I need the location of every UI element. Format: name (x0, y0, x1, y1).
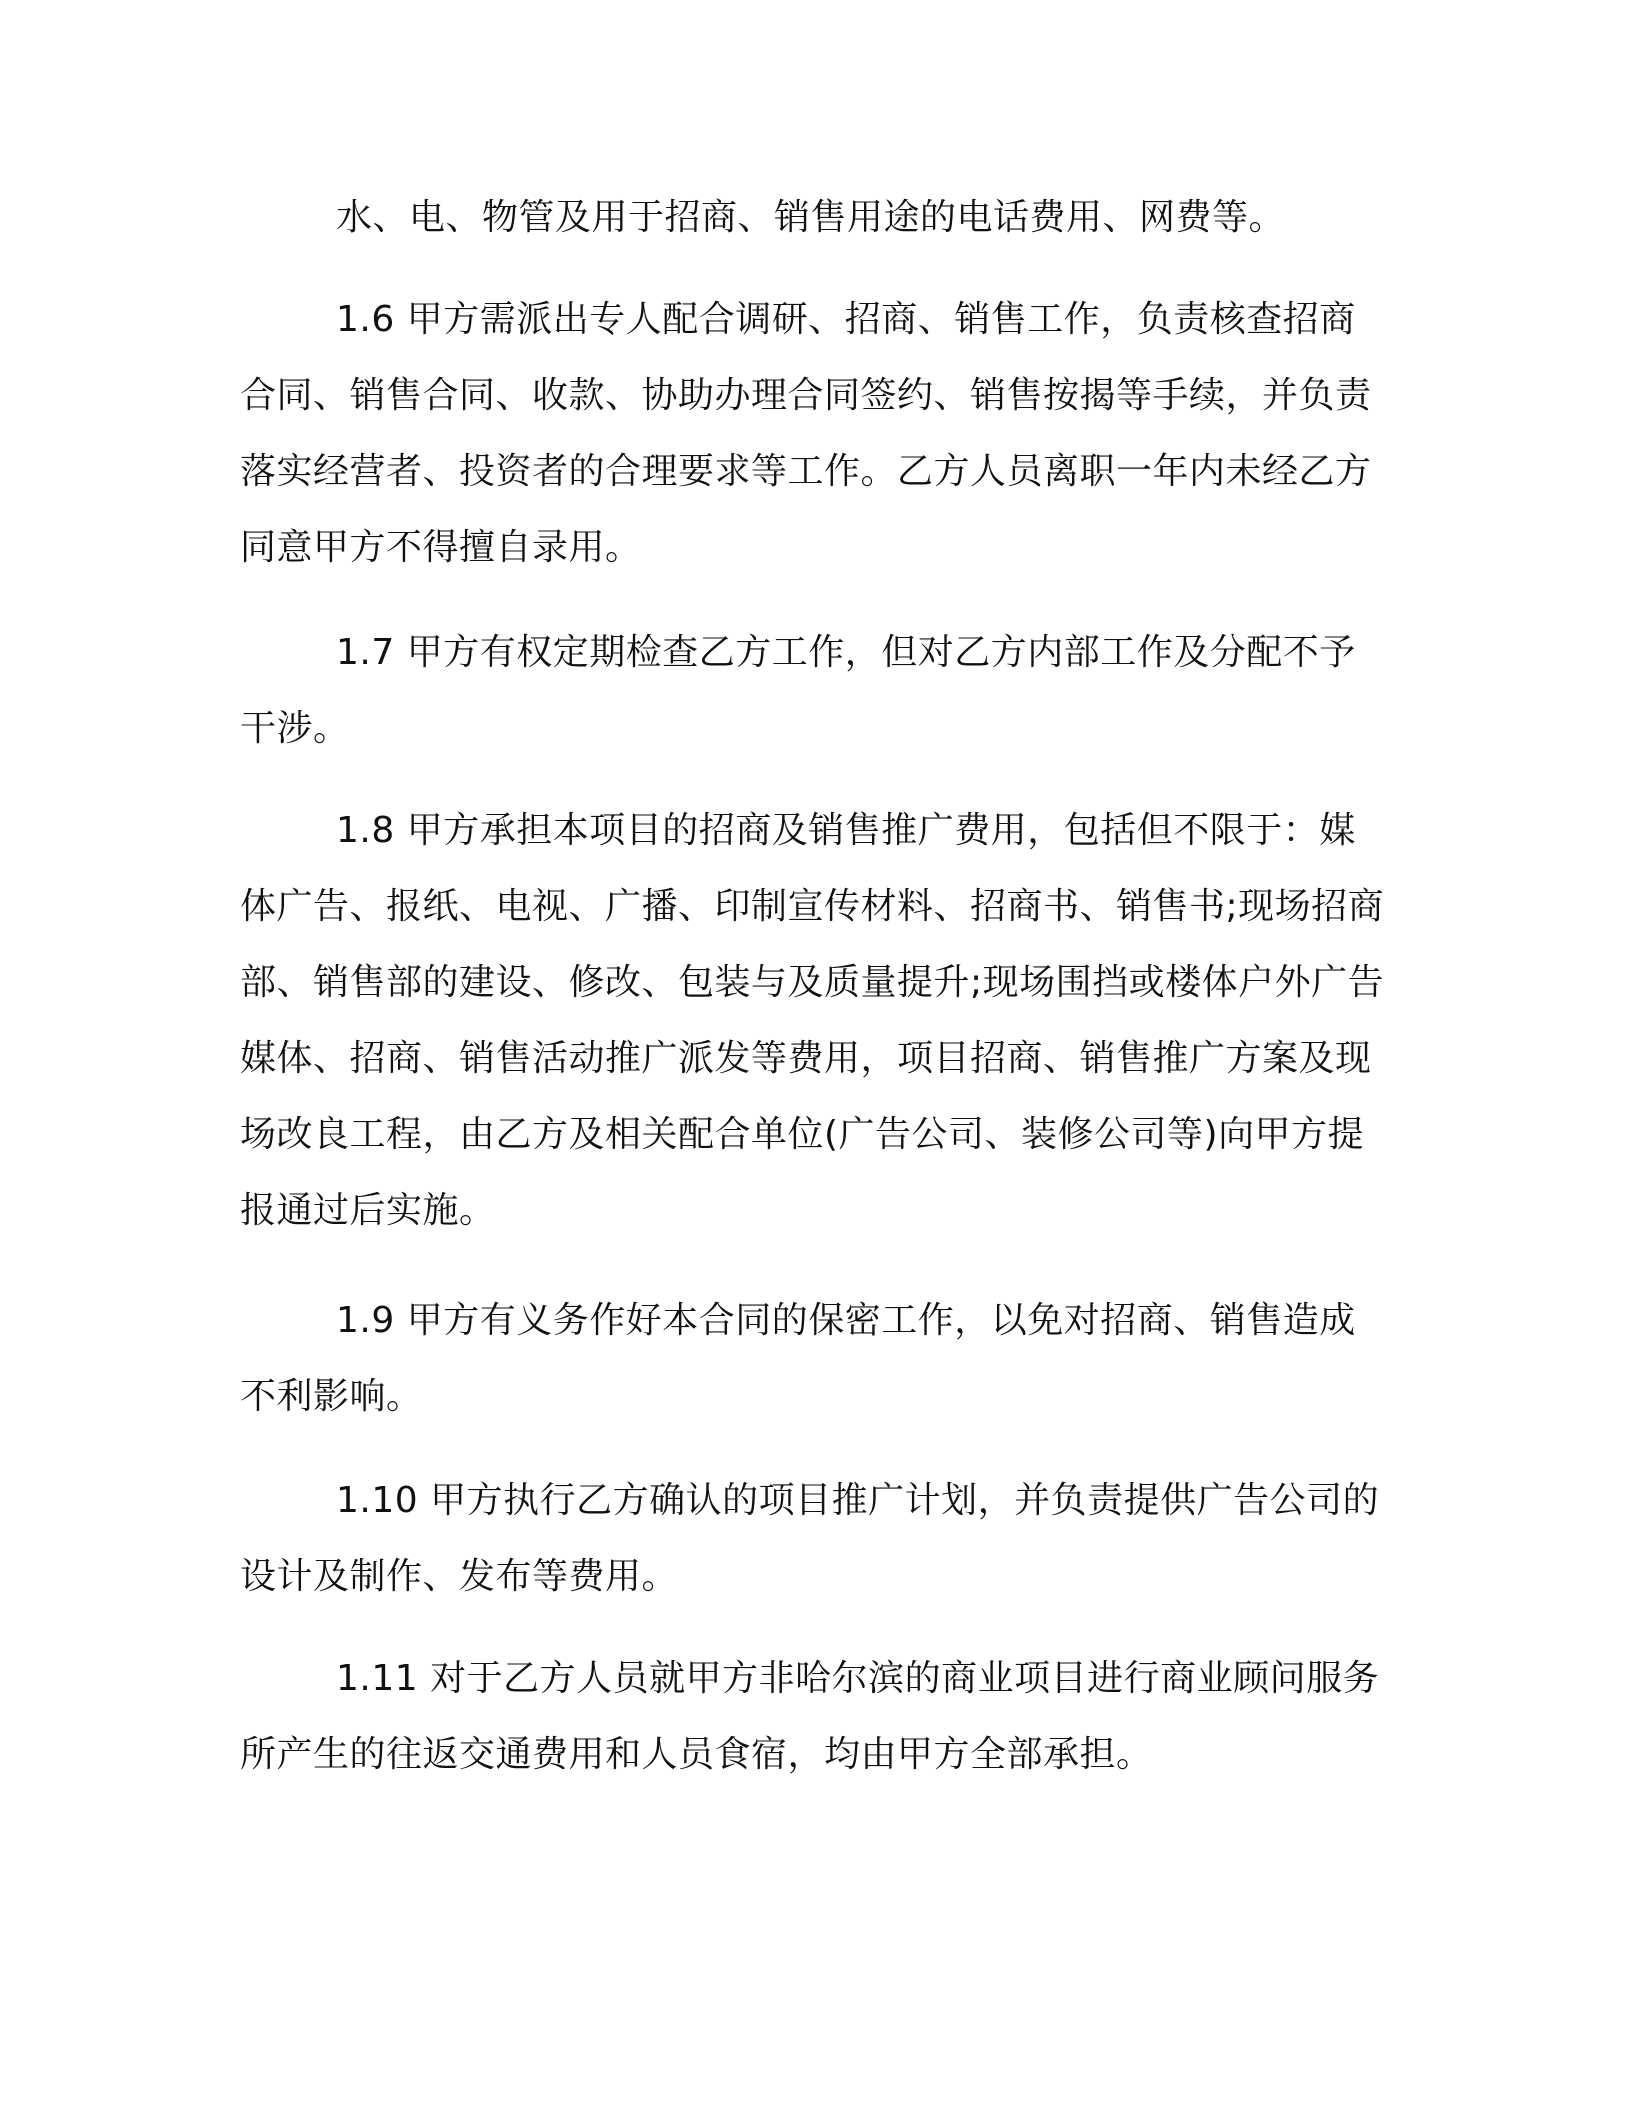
paragraph-clause-1-11: 1.11 对于乙方人员就甲方非哈尔滨的商业项目进行商业顾问服务所产生的往返交通费用和人员食宿，均由甲方全部承担。 (240, 1658, 1380, 1775)
paragraph-continuation: 水、电、物管及用于招商、销售用途的电话费用、网费等。 (336, 197, 1286, 238)
paragraph-clause-1-6: 1.6 甲方需派出专人配合调研、招商、销售工作，负责核查招商合同、销售合同、收款、协助办理合同签约、销售按揭等手续，并负责落实经营者、投资者的合理要求等工作。乙方人员离职一年内未经乙方同意甲方不得擅自录用。 (240, 299, 1372, 568)
paragraph-clause-1-9: 1.9 甲方有义务作好本合同的保密工作，以免对招商、销售造成不利影响。 (240, 1300, 1356, 1417)
paragraph-clause-1-10: 1.10 甲方执行乙方确认的项目推广计划，并负责提供广告公司的设计及制作、发布等费用。 (240, 1480, 1380, 1597)
paragraph-clause-1-8: 1.8 甲方承担本项目的招商及销售推广费用，包括但不限于：媒体广告、报纸、电视、广播、印制宣传材料、招商书、销售书;现场招商部、销售部的建设、修改、包装与及质量提升;现场围挡或楼体户外广告媒体、招商、销售活动推广派发等费用，项目招商、销售推广方案及现场改良工程，由乙方及相关配合单位(广告公司、装修公司等)向甲方提报通过后实施。 (240, 810, 1385, 1231)
paragraph-clause-1-7: 1.7 甲方有权定期检查乙方工作，但对乙方内部工作及分配不予干涉。 (240, 632, 1356, 749)
